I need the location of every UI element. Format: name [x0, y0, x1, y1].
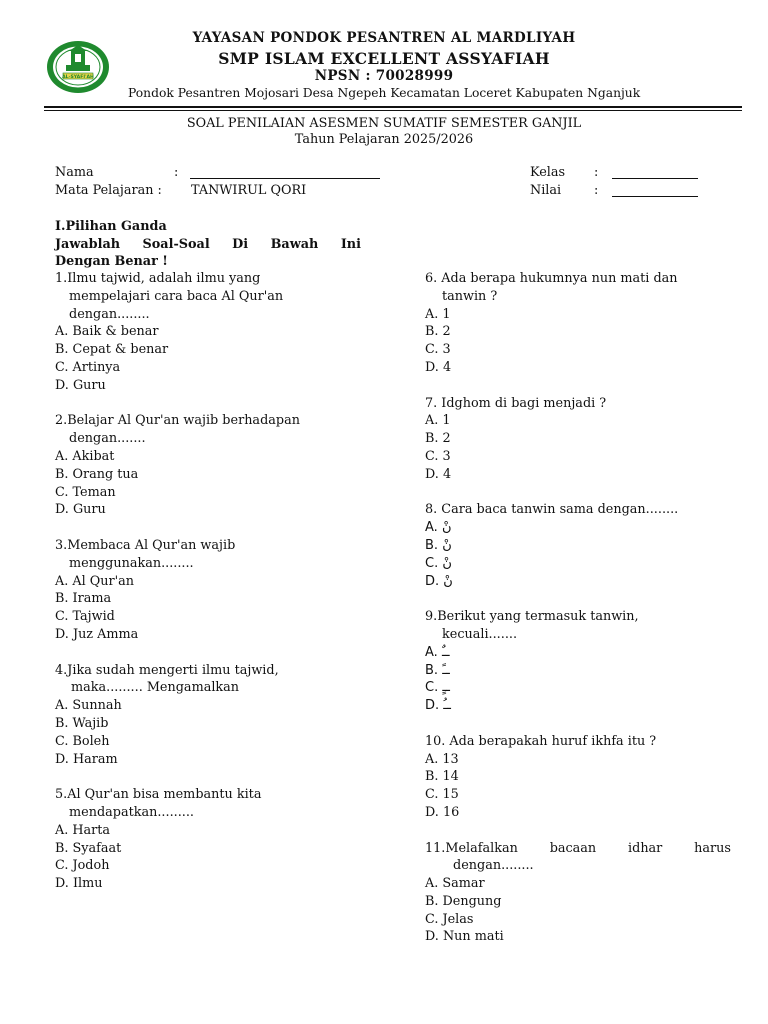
question-text: maka......... Mengamalkan — [71, 680, 240, 696]
question-text: Berikut yang termasuk tanwin, — [437, 609, 639, 625]
question-text: idhar — [628, 840, 663, 856]
header-rule-thick — [44, 106, 742, 108]
logo-text: AL-SYAFI'AH — [62, 74, 94, 80]
section-title: I.Pilihan Ganda — [55, 219, 167, 234]
question-text: Al Qur'an bisa membantu kita — [67, 787, 262, 803]
question-5 — [55, 786, 375, 893]
npsn: NPSN : 70028999 — [314, 68, 454, 84]
option-d[interactable]: D. Ilmu — [55, 876, 103, 892]
option-a[interactable]: A. 1 — [425, 413, 451, 429]
question-text: harus — [694, 840, 731, 856]
option-a[interactable]: A. نْ — [425, 520, 452, 536]
option-d[interactable]: D. Guru — [55, 502, 106, 518]
question-text: Ada berapakah huruf ikhfa itu ? — [449, 733, 657, 749]
option-c[interactable]: C. Tajwid — [55, 609, 115, 625]
question-7 — [425, 395, 731, 484]
option-b[interactable]: B. Orang tua — [55, 466, 139, 482]
question-text: Jika sudah mengerti ilmu tajwid, — [67, 662, 279, 678]
question-number: 10. — [425, 733, 450, 749]
option-a[interactable]: A. Akibat — [55, 448, 115, 464]
question-number: 4. — [55, 662, 68, 678]
question-text: kecuali....... — [442, 626, 518, 642]
option-c[interactable]: C. نْ — [425, 555, 452, 571]
section-instruction-2: Dengan Benar ! — [55, 254, 168, 269]
mapel-value: TANWIRUL QORI — [191, 183, 307, 198]
nilai-blank[interactable] — [612, 196, 698, 197]
question-text: Melafalkan — [445, 840, 518, 856]
option-c[interactable]: C. Teman — [55, 484, 116, 500]
header-rule-thin — [44, 110, 742, 111]
question-text: mempelajari cara baca Al Qur'an — [69, 288, 284, 304]
question-text: tanwin ? — [442, 288, 498, 304]
question-9 — [425, 608, 731, 715]
question-text: dengan........ — [453, 858, 534, 874]
option-b[interactable]: B. 14 — [425, 769, 459, 785]
option-c[interactable]: C. 3 — [425, 342, 451, 358]
option-d[interactable]: D. 4 — [425, 359, 452, 375]
option-b[interactable]: B. Wajib — [55, 715, 109, 731]
question-text: mendapatkan......... — [69, 804, 194, 820]
left-column — [55, 270, 375, 893]
question-number: 5. — [55, 787, 68, 803]
option-c[interactable]: C. Artinya — [55, 359, 121, 375]
option-a[interactable]: A. Sunnah — [55, 698, 122, 714]
question-text: menggunakan........ — [69, 555, 194, 571]
option-a[interactable]: A. Samar — [425, 876, 485, 892]
option-d[interactable]: D. ــُ — [425, 698, 451, 714]
option-a[interactable]: A. Al Qur'an — [55, 573, 135, 589]
question-number: 6. — [425, 271, 442, 286]
option-b[interactable]: B. 2 — [425, 324, 451, 340]
option-d[interactable]: D. Guru — [55, 377, 106, 393]
option-d[interactable]: D. 4 — [425, 466, 452, 482]
kelas-blank[interactable] — [612, 178, 698, 179]
option-d[interactable]: D. نْ — [425, 573, 453, 589]
foundation-name: YAYASAN PONDOK PESANTREN AL MARDLIYAH — [192, 30, 576, 46]
option-a[interactable]: A. Baik & benar — [55, 324, 159, 340]
option-d[interactable]: D. Nun mati — [425, 929, 504, 945]
nama-label: Nama — [55, 165, 94, 180]
option-b[interactable]: B. Syafaat — [55, 840, 122, 856]
question-4 — [55, 662, 375, 769]
school-name: SMP ISLAM EXCELLENT ASSYAFIAH — [218, 49, 550, 68]
nilai-colon: : — [594, 183, 599, 198]
question-text: Cara baca tanwin sama dengan........ — [441, 502, 679, 518]
instr-word: Jawablah — [55, 237, 121, 252]
question-11 — [425, 840, 731, 947]
question-number: 1. — [55, 271, 68, 286]
instr-word: Bawah — [270, 237, 319, 252]
question-1 — [55, 270, 375, 395]
question-text: Ilmu tajwid, adalah ilmu yang — [67, 271, 261, 286]
option-d[interactable]: D. 16 — [425, 804, 460, 820]
option-a[interactable]: A. 13 — [425, 751, 459, 767]
question-text: Ada berapa hukumnya nun mati dan — [441, 271, 678, 286]
option-c[interactable]: C. 3 — [425, 448, 451, 464]
question-number: 9. — [425, 609, 438, 625]
question-text: Membaca Al Qur'an wajib — [67, 537, 236, 553]
option-b[interactable]: B. Dengung — [425, 893, 502, 909]
nama-colon: : — [174, 165, 179, 180]
instr-word: Ini — [340, 237, 361, 252]
question-text: bacaan — [549, 840, 597, 856]
question-6 — [425, 270, 731, 377]
option-a[interactable]: A. Harta — [55, 822, 111, 838]
mapel-label: Mata Pelajaran : — [55, 183, 162, 198]
question-10 — [425, 733, 731, 822]
option-a[interactable]: A. ــٌ — [425, 644, 450, 660]
exam-title: SOAL PENILAIAN ASESMEN SUMATIF SEMESTER GANJIL — [186, 116, 582, 131]
nama-blank[interactable] — [190, 178, 380, 179]
option-c[interactable]: C. Boleh — [55, 733, 110, 749]
question-text: Idghom di bagi menjadi ? — [441, 395, 607, 411]
section-instruction — [55, 237, 361, 252]
question-number: 3. — [55, 537, 68, 553]
kelas-label: Kelas — [530, 165, 566, 180]
question-number: 8. — [425, 502, 442, 518]
question-number: 7. — [425, 395, 442, 411]
question-number: 2. — [55, 413, 68, 429]
question-2 — [55, 412, 375, 519]
instr-word: Di — [232, 237, 249, 252]
question-3 — [55, 537, 375, 644]
question-8 — [425, 501, 731, 590]
option-b[interactable]: B. 2 — [425, 431, 451, 447]
question-text: Belajar Al Qur'an wajib berhadapan — [67, 413, 300, 429]
school-address: Pondok Pesantren Mojosari Desa Ngepeh Kecamatan Loceret Kabupaten Nganjuk — [128, 86, 641, 100]
option-b[interactable]: B. Irama — [55, 591, 112, 607]
option-d[interactable]: D. Haram — [55, 751, 118, 767]
question-text: dengan........ — [69, 306, 150, 322]
academic-year: Tahun Pelajaran 2025/2026 — [294, 132, 474, 147]
option-c[interactable]: C. Jelas — [425, 911, 474, 927]
option-b[interactable]: B. Cepat & benar — [55, 342, 169, 358]
nilai-label: Nilai — [530, 183, 562, 198]
instr-word: Soal-Soal — [142, 237, 210, 252]
option-b[interactable]: B. نْ — [425, 537, 452, 553]
option-b[interactable]: B. ــً — [425, 662, 450, 678]
option-c[interactable]: C. Jodoh — [55, 858, 110, 874]
option-c[interactable]: C. 15 — [425, 787, 459, 803]
option-d[interactable]: D. Juz Amma — [55, 626, 139, 642]
option-c[interactable]: C. ــٍ — [425, 680, 450, 696]
question-number: 11. — [425, 840, 446, 856]
kelas-colon: : — [594, 165, 599, 180]
question-text: dengan....... — [69, 431, 146, 447]
right-column — [425, 270, 731, 946]
option-a[interactable]: A. 1 — [425, 306, 451, 322]
